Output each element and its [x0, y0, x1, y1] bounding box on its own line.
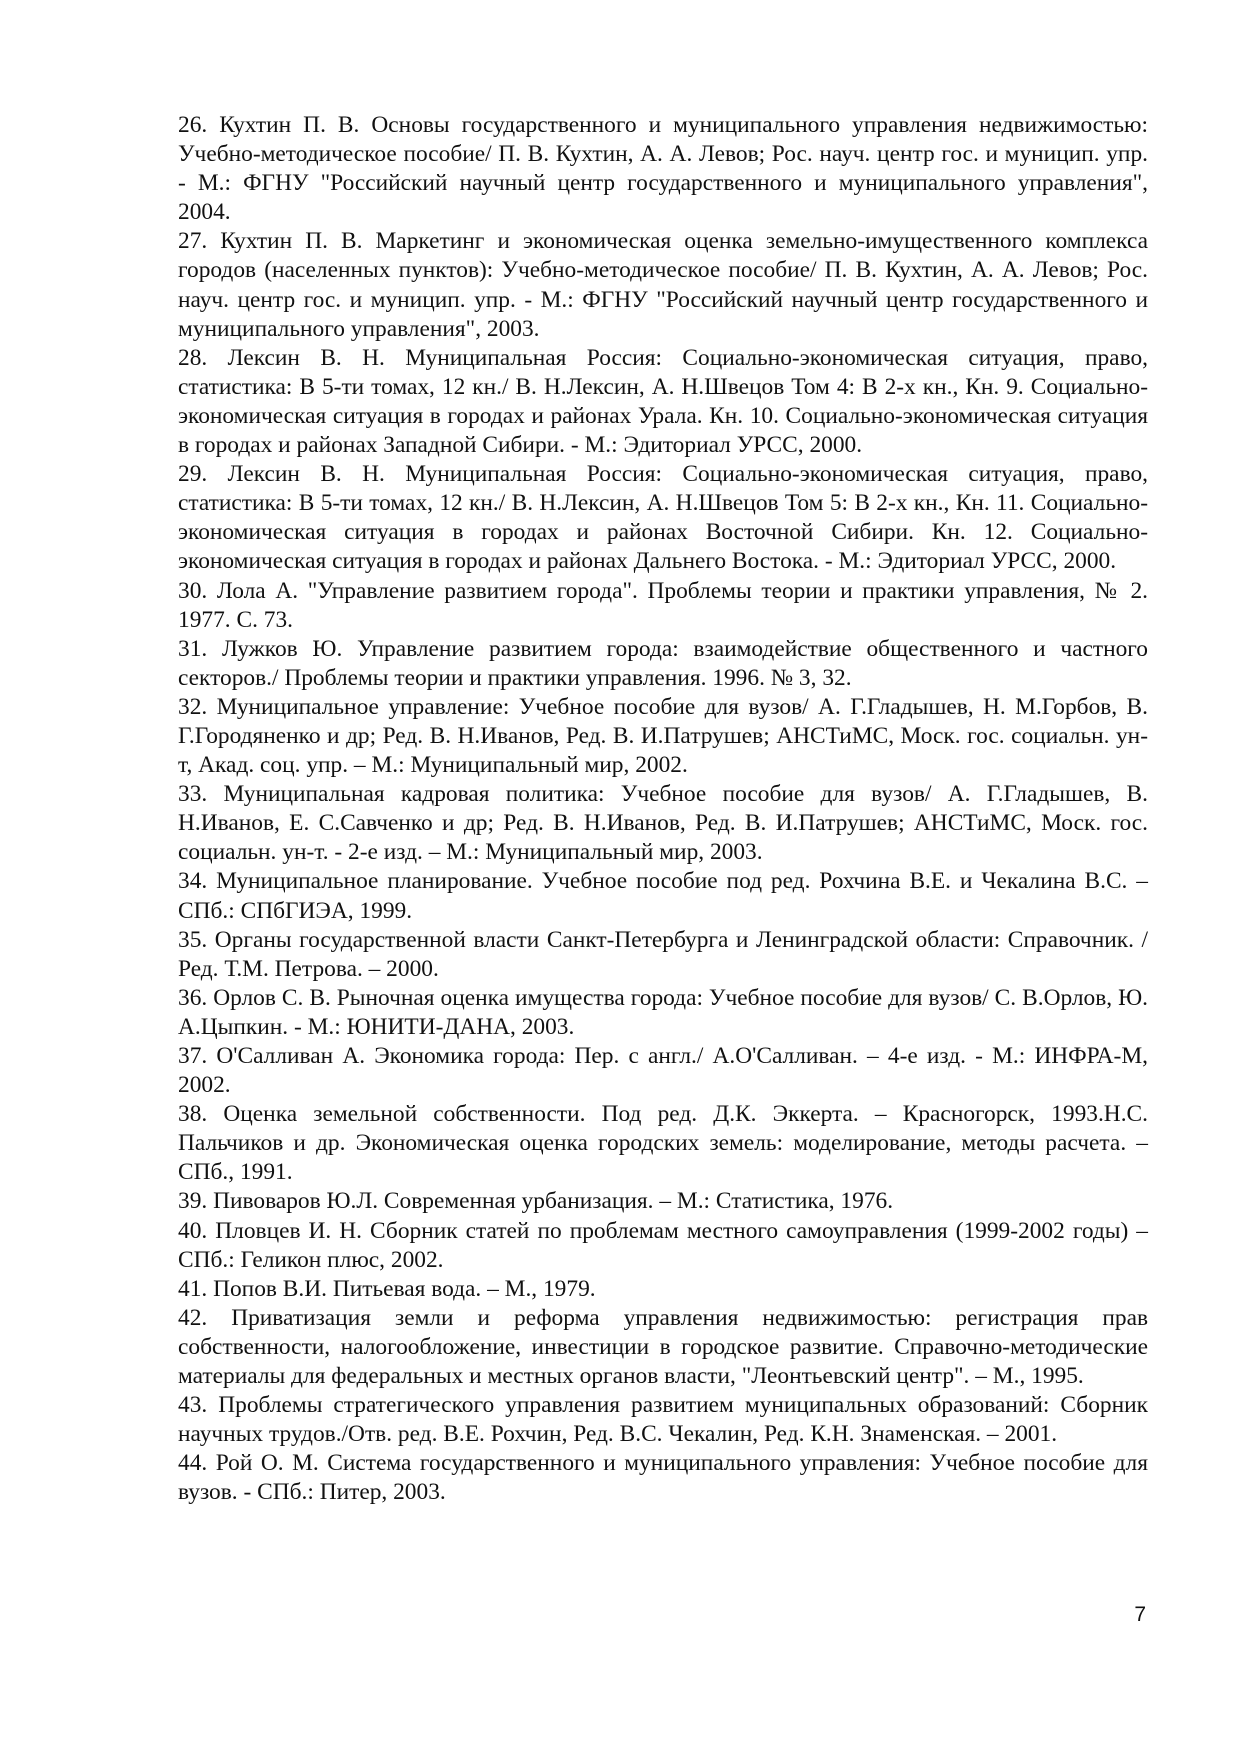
list-item: 40. Пловцев И. Н. Сборник статей по проблемам местного самоуправления (1999-2002 годы) – СПб.: Геликон плюс, 2002.	[178, 1217, 1148, 1273]
list-item: 34. Муниципальное планирование. Учебное пособие под ред. Рохчина В.Е. и Чекалина В.С. – СПб.: СПбГИЭА, 1999.	[178, 868, 1148, 924]
list-item: 29. Лексин В. Н. Муниципальная Россия: Социально-экономическая ситуация, право, статистика: В 5-ти томах, 12 кн./ В. Н.Лексин, А. Н.Швецов Том 5: В 2-х кн., Кн. 11. Социально-экономическая ситуация в городах и районах Восточной Сибири. Кн. 12. Социально-экономическая ситуация в городах и районах Дальнего Востока. - М.: Эдиториал УРСС, 2000.	[178, 461, 1148, 575]
list-item: 28. Лексин В. Н. Муниципальная Россия: Социально-экономическая ситуация, право, статистика: В 5-ти томах, 12 кн./ В. Н.Лексин, А. Н.Швецов Том 4: В 2-х кн., Кн. 9. Социально-экономическая ситуация в городах и районах Урала. Кн. 10. Социально-экономическая ситуация в городах и районах Западной Сибири. - М.: Эдиториал УРСС, 2000.	[178, 344, 1148, 459]
list-item: 26. Кухтин П. В. Основы государственного и муниципального управления недвижимостью: Учебно-методическое пособие/ П. В. Кухтин, А. А. Левов; Рос. науч. центр гос. и муницип. упр. - М.: ФГНУ "Российский научный центр государственного и муниципального управления", 2004.	[178, 112, 1148, 226]
list-item: 32. Муниципальное управление: Учебное пособие для вузов/ А. Г.Гладышев, Н. М.Горбов, В. Г.Городяненко и др; Ред. В. Н.Иванов, Ред. В. И.Патрушев; АНСТиМС, Моск. гос. социальн. ун-т, Акад. соц. упр. – М.: Муниципальный мир, 2002.	[178, 693, 1148, 779]
list-item: 30. Лола А. "Управление развитием города". Проблемы теории и практики управления, № 2. 1977. С. 73.	[178, 577, 1148, 633]
list-item: 41. Попов В.И. Питьевая вода. – М., 1979.	[178, 1275, 596, 1302]
list-item: 39. Пивоваров Ю.Л. Современная урбанизация. – М.: Статистика, 1976.	[178, 1188, 894, 1215]
list-item: 31. Лужков Ю. Управление развитием города: взаимодействие общественного и частного секторов./ Проблемы теории и практики управления. 1996. № 3, 32.	[178, 635, 1148, 691]
list-item: 37. О'Салливан А. Экономика города: Пер. с англ./ А.О'Салливан. – 4-е изд. - М.: ИНФРА-М, 2002.	[178, 1043, 1148, 1099]
list-item: 27. Кухтин П. В. Маркетинг и экономическая оценка земельно-имущественного комплекса городов (населенных пунктов): Учебно-методическое пособие/ П. В. Кухтин, А. А. Левов; Рос. науч. центр гос. и муницип. упр. - М.: ФГНУ "Российский научный центр государственного и муниципального управления", 2003.	[178, 228, 1148, 342]
list-item: 42. Приватизация земли и реформа управления недвижимостью: регистрация прав собственности, налогообложение, инвестиции в городское развитие. Справочно-методические материалы для федеральных и местных органов власти, "Леонтьевский центр". – М., 1995.	[178, 1304, 1148, 1390]
list-item: 43. Проблемы стратегического управления развитием муниципальных образований: Сборник научных трудов./Отв. ред. В.Е. Рохчин, Ред. В.С. Чекалин, Ред. К.Н. Знаменская. – 2001.	[178, 1392, 1148, 1448]
list-item: 33. Муниципальная кадровая политика: Учебное пособие для вузов/ А. Г.Гладышев, В. Н.Иванов, Е. С.Савченко и др; Ред. В. Н.Иванов, Ред. В. И.Патрушев; АНСТиМС, Моск. гос. социальн. ун-т. - 2-е изд. – М.: Муниципальный мир, 2003.	[178, 781, 1148, 866]
bibliography-list	[178, 111, 1148, 1508]
list-item: 35. Органы государственной власти Санкт-Петербурга и Ленинградской области: Справочник. /Ред. Т.М. Петрова. – 2000.	[178, 926, 1148, 982]
list-item: 36. Орлов С. В. Рыночная оценка имущества города: Учебное пособие для вузов/ С. В.Орлов, Ю. А.Цыпкин. - М.: ЮНИТИ-ДАНА, 2003.	[178, 984, 1148, 1040]
list-item: 38. Оценка земельной собственности. Под ред. Д.К. Эккерта. – Красногорск, 1993.Н.С. Пальчиков и др. Экономическая оценка городских земель: моделирование, методы расчета. – СПб., 1991.	[178, 1101, 1148, 1186]
page-number: 7	[1134, 1603, 1146, 1626]
list-item: 44. Рой О. М. Система государственного и муниципального управления: Учебное пособие для вузов. - СПб.: Питер, 2003.	[178, 1450, 1148, 1506]
